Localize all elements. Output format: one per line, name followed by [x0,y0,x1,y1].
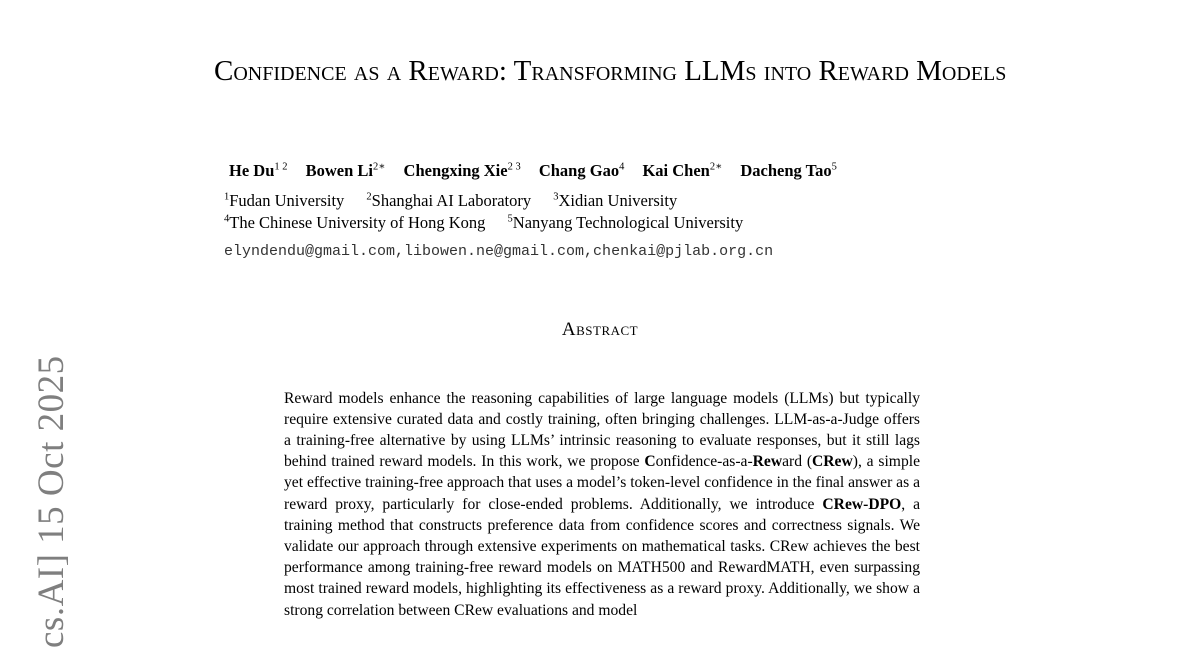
affiliation-mark: 3 [553,191,559,203]
affiliation-name: Fudan University [229,191,345,210]
author-emails: elyndendu@gmail.com,libowen.ne@gmail.com,chenkai@pjlab.org.cn [224,243,774,260]
author-name: Dacheng Tao [740,160,832,180]
paper-title: Confidence as a Reward: Transforming LLMs into Reward Models [214,55,1007,87]
affiliation-name: Xidian University [558,191,678,210]
affiliation-name: Shanghai AI Laboratory [371,191,532,210]
abstract-body [284,388,920,621]
abstract-text-run: onfidence-as-a- [655,453,753,471]
affiliation-line [224,213,1124,233]
affiliation-name: Nanyang Technological University [512,213,744,232]
abstract-heading: Abstract [561,319,639,340]
affiliation-mark: 5 [507,213,513,225]
author-name: Bowen Li [305,160,374,180]
abstract-bold-run: CRew-DPO [822,495,902,513]
author-marks: 4 [619,161,625,172]
abstract-text-run: ), a simple yet effective training-free approach that uses a model’s token-level confidence in the final answer as a reward proxy, particularly for close-ended problems. Additionally, we introduce [284,453,920,513]
author-marks: 2∗ [709,161,723,172]
author-marks: 5 [831,161,837,172]
affiliation-mark: 4 [224,213,230,225]
abstract-text-run: , a training method that constructs preference data from confidence scores and correctness signals. We validate our approach through extensive experiments on mathematical tasks. CRew achieves the best performance among training-free reward models on MATH500 and RewardMATH, even surpassing most trained reward models, highlighting its effectiveness as a reward proxy. Additionally, we show a strong correlation between CRew evaluations and model [284,495,921,619]
abstract-bold-run: Rew [752,453,783,471]
author-marks: 2 3 [507,161,521,172]
arxiv-stamp: cs.AI] 15 Oct 2025 [31,355,72,648]
abstract-bold-run: CRew [812,453,853,471]
author-marks: 2∗ [373,161,386,172]
author-name: He Du [229,160,275,180]
abstract-text-run: ard ( [782,453,813,471]
affiliation-mark: 2 [366,191,372,203]
author [306,161,386,180]
author-list [229,160,1129,181]
abstract-bold-run: C [644,453,656,471]
author-marks: 1 2 [274,161,288,172]
abstract-text-run: Reward models enhance the reasoning capabilities of large language models (LLMs) but typically require extensive curated data and costly training, often bringing challenges. LLM-as-a-Judge offers a training-free alternative by using LLMs’ intrinsic reasoning to evaluate responses, but it still lags behind trained reward models. In this work, we propose [284,389,920,471]
author-name: Kai Chen [642,160,710,180]
author-name: Chengxing Xie [403,160,508,180]
affiliation-mark: 1 [224,191,230,203]
affiliation-line [224,191,1124,211]
author [740,161,836,180]
author [404,161,521,180]
author [539,161,624,180]
author-name: Chang Gao [538,160,620,180]
affiliation-name: The Chinese University of Hong Kong [229,213,486,232]
author [642,161,722,180]
author [229,161,288,180]
